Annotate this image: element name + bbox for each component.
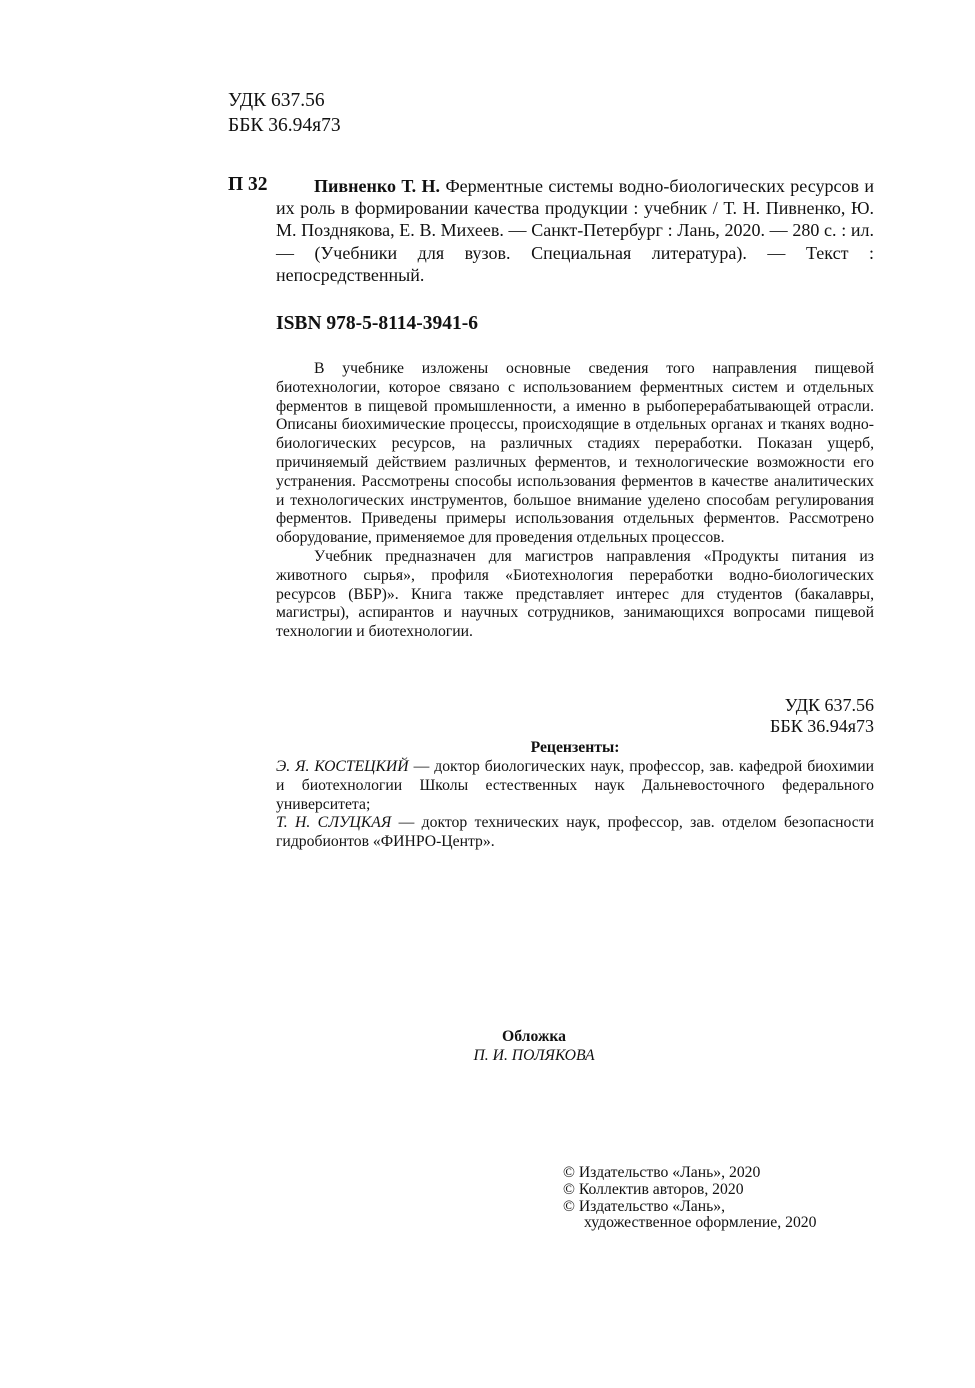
bbk-code: ББК 36.94я73 xyxy=(228,115,341,136)
reviewers-list xyxy=(276,758,874,852)
cover-label: Обложка xyxy=(502,1028,566,1045)
abstract xyxy=(276,360,874,642)
udk-code: УДК 637.56 xyxy=(228,90,325,111)
udk-code-bottom: УДК 637.56 xyxy=(784,695,874,715)
reviewer-name: Т. Н. СЛУЦКАЯ xyxy=(276,814,392,832)
copyright-line: художественное оформление, 2020 xyxy=(584,1214,817,1232)
abstract-paragraph-2: Учебник предназначен для магистров направления «Продукты питания из животного сырья», профиля «Биотехнология переработки водно-биологических ресурсов (ВБР)». Книга также представляет интерес для студентов (бакалавры, магистры), аспирантов и научных сотрудников, занимающихся вопросами пищевой технологии и биотехнологии. xyxy=(276,547,874,641)
reviewers-title: Рецензенты: xyxy=(530,739,620,756)
copyright-block xyxy=(563,1165,816,1232)
classification-block-top xyxy=(228,88,341,138)
reviewer-item xyxy=(276,758,874,814)
reviewer-description: — доктор технических наук, профессор, зав. отделом безопасности гидробионтов «ФИНРО-Центр». xyxy=(276,814,874,851)
reviewer-description: — доктор биологических наук, профессор, зав. кафедрой биохимии и биотехнологии Школы естественных наук Дальневосточного федерального университета; xyxy=(276,758,874,813)
isbn: ISBN 978-5-8114-3941-6 xyxy=(276,313,479,334)
cover-designer: П. И. ПОЛЯКОВА xyxy=(473,1047,595,1064)
reviewer-item xyxy=(276,814,874,852)
cover-credit xyxy=(0,1027,975,1065)
author-mark: П 32 xyxy=(228,174,268,195)
entry-author: Пивненко Т. Н. xyxy=(314,176,441,196)
reviewer-name: Э. Я. КОСТЕЦКИЙ xyxy=(276,758,409,775)
classification-block-bottom xyxy=(770,695,874,737)
copyright-line: © Коллектив авторов, 2020 xyxy=(563,1180,744,1198)
bbk-code-bottom: ББК 36.94я73 xyxy=(770,716,874,736)
copyright-line: © Издательство «Лань», xyxy=(563,1197,726,1215)
copyright-line: © Издательство «Лань», 2020 xyxy=(563,1164,761,1181)
abstract-paragraph-1: В учебнике изложены основные сведения того направления пищевой биотехнологии, которое связано с использованием ферментных систем и отдельных ферментов в пищевой промышленности, а именно в рыбоперерабатывающей отрасли. Описаны биохимические процессы, происходящие в отдельных органах и тканях водно-биологических ресурсов, на различных стадиях переработки. Показан ущерб, причиняемый действием различных ферментов, и технологические возможности его устранения. Рассмотрены способы использования ферментов в качестве аналитических и технологических инструментов, большое внимание уделено способам регулирования ферментов. Приведены примеры использования отдельных ферментов. Рассмотрено оборудование, применяемое для проведения отдельных процессов. xyxy=(276,360,874,547)
bibliographic-entry xyxy=(276,175,874,286)
entry-description: Ферментные системы водно-биологических ресурсов и их роль в формировании качества продукции : учебник / Т. Н. Пивненко, Ю. М. Позднякова, Е. В. Михеев. — Санкт-Петербург : Лань, 2020. — 280 с. : ил. — (Учебники для вузов. Специальная литература). — Текст : непосредственный. xyxy=(276,176,874,285)
